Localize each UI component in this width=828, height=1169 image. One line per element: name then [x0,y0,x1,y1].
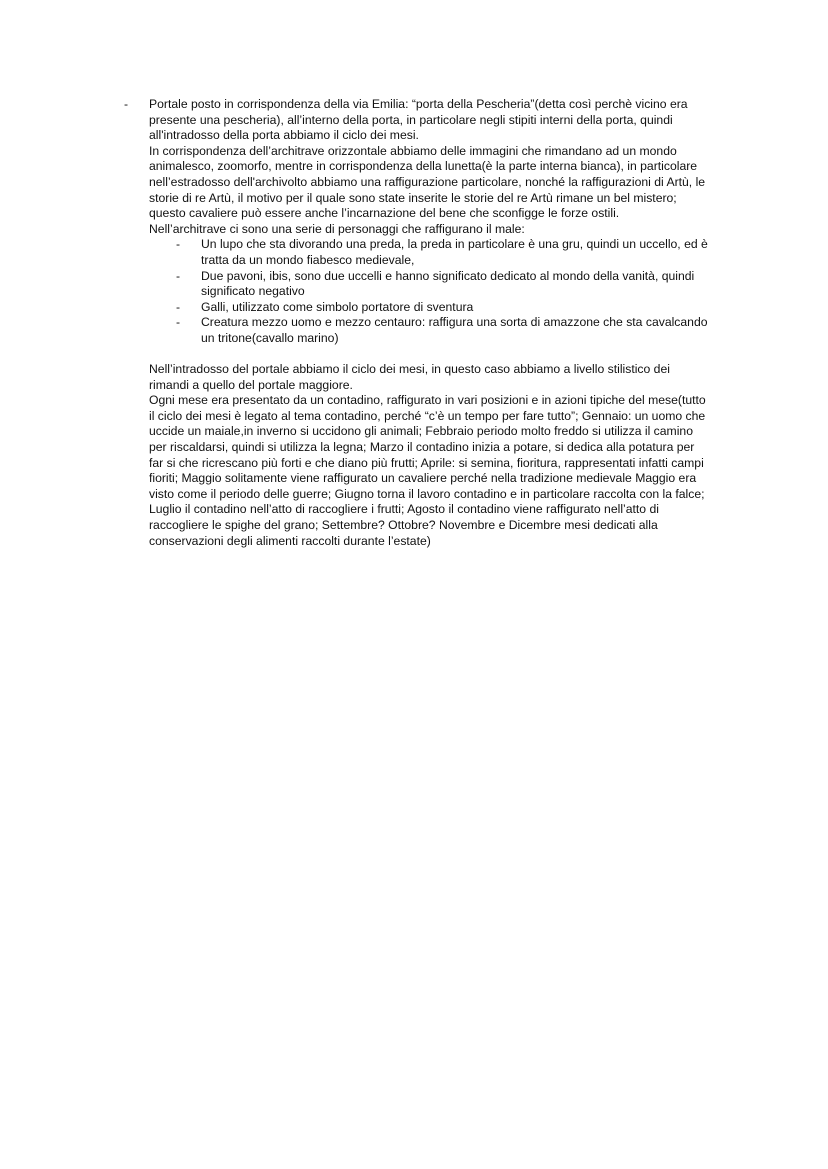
paragraph-line [0,471,828,487]
line-text: storie di re Artù, il motivo per il quale sono state inserite le storie del re Artù rimane un bel mistero; [149,190,677,205]
bullet-dash: - [176,268,181,283]
line-text: far si che ricrescano più forti e che diano più frutti; Aprile: si semina, fioritura, rappresentati infatti campi [149,455,704,470]
paragraph-line [0,222,828,238]
line-text: Due pavoni, ibis, sono due uccelli e hanno significato dedicato al mondo della vanità, quindi [201,268,695,283]
sub-bullet-line [0,331,828,347]
sub-bullet-line [0,253,828,269]
line-text: questo cavaliere può essere anche l’incarnazione del bene che sconfigge le forze ostili. [149,206,620,221]
line-text: raccogliere le spighe del grano; Settembre? Ottobre? Novembre e Dicembre mesi dedicati alla [149,518,658,533]
paragraph-line [0,159,828,175]
paragraph-line [0,378,828,394]
paragraph-line [0,97,828,113]
sub-bullet-line [0,284,828,300]
paragraph-line [0,113,828,129]
line-text: presente una pescheria), all’interno della porta, in particolare negli stipiti interni della porta, quindi [149,112,673,127]
line-text: significato negativo [201,284,305,299]
line-text: rimandi a quello del portale maggiore. [149,377,353,392]
line-text: nell’estradosso dell'archivolto abbiamo una raffigurazione particolare, nonché la raffigurazioni di Artù, le [149,174,706,189]
paragraph-line [0,393,828,409]
sub-bullet-line [0,269,828,285]
line-text: fioriti; Maggio solitamente viene raffigurato un cavaliere perché nella tradizione medievale Maggio era [149,471,697,486]
sub-bullet-line [0,237,828,253]
sub-bullet-line [0,315,828,331]
line-text: Ogni mese era presentato da un contadino, raffigurato in vari posizioni e in azioni tipiche del mese(tutto [149,393,706,408]
paragraph-line [0,487,828,503]
paragraph-line [0,502,828,518]
line-text: Nell’architrave ci sono una serie di personaggi che raffigurano il male: [149,221,525,236]
line-text: In corrispondenza dell’architrave orizzontale abbiamo delle immagini che rimandano ad un mondo [149,143,677,158]
paragraph-line [0,409,828,425]
line-text: uccide un maiale,in inverno si uccidono gli animali; Febbraio periodo molto freddo si utilizza il camino [149,424,693,439]
line-text: Un lupo che sta divorando una preda, la preda in particolare è una gru, quindi un uccello, ed è [201,237,708,252]
paragraph-line [0,206,828,222]
line-text: all'intradosso della porta abbiamo il ciclo dei mesi. [149,128,419,143]
line-text: Portale posto in corrispondenza della via Emilia: “porta della Pescheria”(detta così perchè vicino era [149,97,688,111]
line-text: Galli, utilizzato come simbolo portatore di sventura [201,299,474,314]
paragraph-line [0,424,828,440]
line-text: il ciclo dei mesi è legato al tema contadino, perché “c’è un tempo per fare tutto”; Gennaio: un uomo che [149,408,706,423]
bullet-dash: - [176,299,181,314]
document-body [0,97,828,549]
paragraph-line [0,144,828,160]
paragraph-line [0,456,828,472]
bullet-dash: - [176,237,181,252]
bullet-dash: - [176,315,181,330]
line-text: un tritone(cavallo marino) [201,330,339,345]
line-text: conservazioni degli alimenti raccolti durante l’estate) [149,533,431,548]
line-text: Nell’intradosso del portale abbiamo il ciclo dei mesi, in questo caso abbiamo a livello stilistico dei [149,362,670,377]
paragraph-line [0,440,828,456]
paragraph-line [0,362,828,378]
paragraph-line [0,347,828,363]
paragraph-line [0,534,828,550]
sub-bullet-line [0,300,828,316]
line-text: visto come il periodo delle guerre; Giugno torna il lavoro contadino e in particolare raccolta con la falce; [149,486,705,501]
line-text: per riscaldarsi, quindi si utilizza la legna; Marzo il contadino inizia a potare, si dedica alla potatura per [149,440,695,455]
paragraph-line [0,518,828,534]
bullet-dash: - [124,97,129,111]
paragraph-line [0,175,828,191]
paragraph-line [0,128,828,144]
line-text: Creatura mezzo uomo e mezzo centauro: raffigura una sorta di amazzone che sta cavalcando [201,315,708,330]
line-text: Luglio il contadino nell’atto di raccogliere i frutti; Agosto il contadino viene raffigurato nell’atto di [149,502,659,517]
paragraph-line [0,191,828,207]
line-text: tratta da un mondo fiabesco medievale, [201,252,415,267]
line-text: animalesco, zoomorfo, mentre in corrispondenza della lunetta(è la parte interna bianca), in particolare [149,159,698,174]
